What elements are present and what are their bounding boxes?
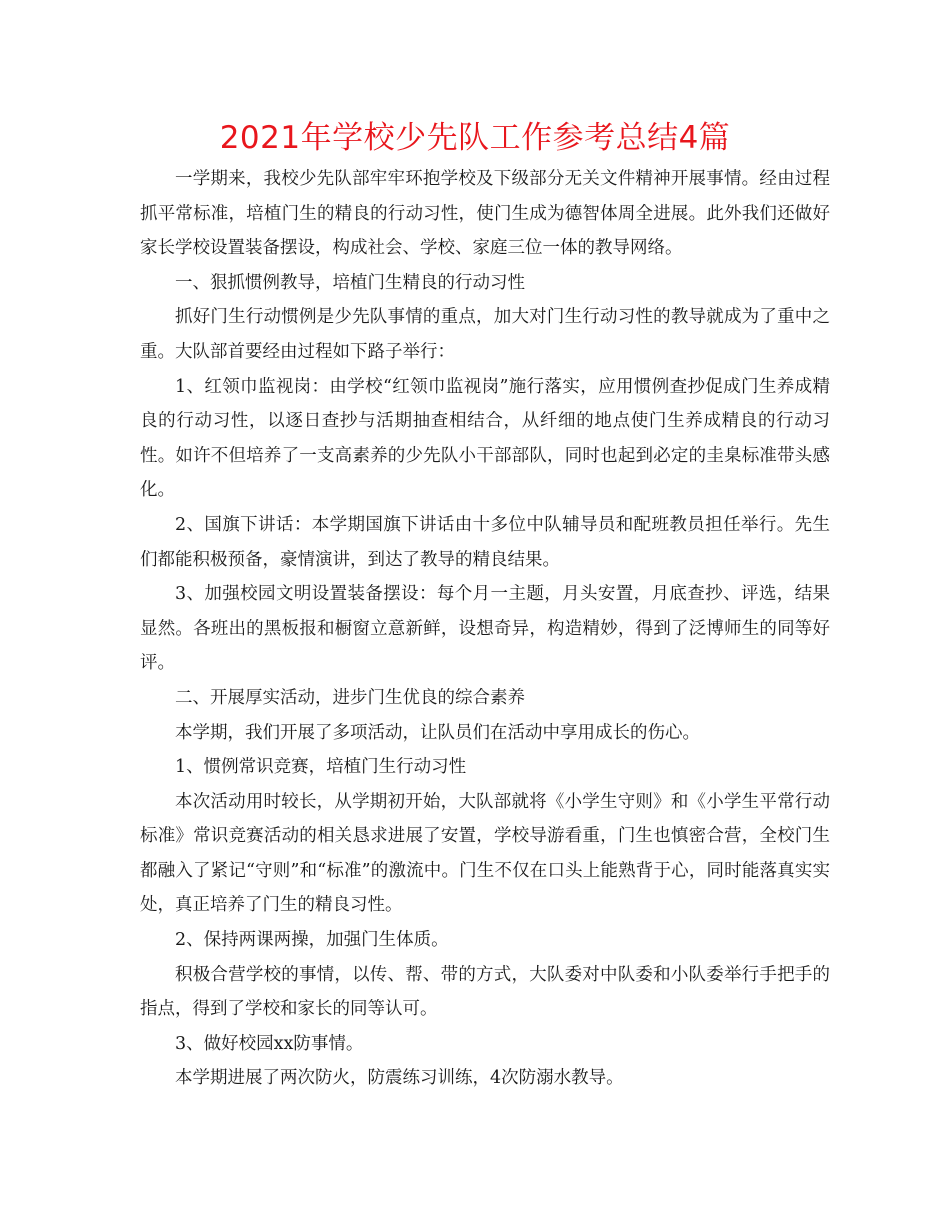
section-heading-2: 二、开展厚实活动，进步门生优良的综合素养	[175, 687, 525, 708]
list-item: 3、加强校园文明设置装备摆设：每个月一主题，月头安置，月底查抄、评选，结果显然。各班出的黑板报和橱窗立意新鲜，设想奇异，构造精妙，得到了泛博师生的同等好评。	[140, 584, 830, 674]
paragraph-intro: 一学期来，我校少先队部牢牢环抱学校及下级部分无关文件精神开展事情。经由过程抓平常标准，培植门生的精良的行动习性，使门生成为德智体周全进展。此外我们还做好家长学校设置装备摆设，构成社会、学校、家庭三位一体的教导网络。	[140, 169, 830, 259]
list-item: 2、保持两课两操，加强门生体质。	[175, 930, 449, 951]
paragraph: 本学期，我们开展了多项活动，让队员们在活动中享用成长的伤心。	[175, 722, 700, 743]
list-item: 2、国旗下讲话：本学期国旗下讲话由十多位中队辅导员和配班教员担任举行。先生们都能积极预备，豪情演讲，到达了教导的精良结果。	[140, 514, 830, 570]
paragraph: 本学期进展了两次防火，防震练习训练，4次防溺水教导。	[175, 1068, 624, 1089]
paragraph: 抓好门生行动惯例是少先队事情的重点，加大对门生行动习性的教导就成为了重中之重。大队部首要经由过程如下路子举行：	[140, 307, 830, 362]
list-item: 3、做好校园xx防事情。	[175, 1033, 364, 1054]
document-title: 2021年学校少先队工作参考总结4篇	[219, 120, 731, 156]
list-item: 1、惯例常识竞赛，培植门生行动习性	[175, 757, 467, 778]
document-body	[140, 162, 830, 1096]
paragraph: 积极合营学校的事情，以传、帮、带的方式，大队委对中队委和小队委举行手把手的指点，得到了学校和家长的同等认可。	[140, 964, 830, 1020]
list-item: 1、红领巾监视岗：由学校“红领巾监视岗”施行落实，应用惯例查抄促成门生养成精良的行动习性，以逐日查抄与活期抽查相结合，从纤细的地点使门生养成精良的行动习性。如许不但培养了一支高素养的少先队小干部部队，同时也起到必定的圭臬标准带头感化。	[140, 376, 830, 501]
section-heading-1: 一、狠抓惯例教导，培植门生精良的行动习性	[175, 272, 525, 293]
paragraph: 本次活动用时较长，从学期初开始，大队部就将《小学生守则》和《小学生平常行动标准》常识竞赛活动的相关恳求进展了安置，学校导游看重，门生也慎密合营，全校门生都融入了紧记“守则”和“标准”的激流中。门生不仅在口头上能熟背于心，同时能落真实实处，真正培养了门生的精良习性。	[140, 791, 830, 916]
